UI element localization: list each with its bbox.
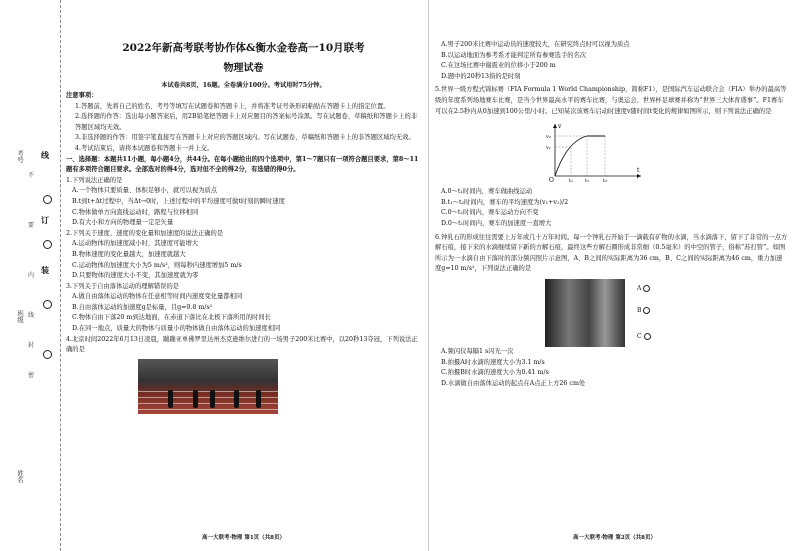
- question-option: A.0～t₁时间内，赛车做曲线运动: [441, 188, 533, 196]
- question-stem: 1.下列说法正确的是: [66, 176, 123, 184]
- exam-no-label: 考号: [16, 150, 24, 163]
- page-footer: 高一大联考·物理 第2页（共8页）: [573, 535, 656, 541]
- graph-t-tick: t₃: [603, 178, 608, 184]
- question-option: C.0～t₂时间内，赛车运动方向不变: [441, 209, 539, 217]
- exam-meta: 本试卷共8页，16题。全卷满分100分。考试用时75分钟。: [161, 82, 326, 89]
- question-option: D.0～t₁时间内，赛车的加速度一直增大: [441, 219, 552, 227]
- question-option: C.拍摄B时水滴的速度大小为0.41 m/s: [441, 369, 549, 377]
- question-option: C.运动物体的加速度大小为5 m/s²，则每秒内速度增加5 m/s: [72, 261, 242, 269]
- seal-circle: [43, 350, 52, 359]
- marker-c: C: [637, 333, 651, 340]
- graph-origin: O: [549, 177, 554, 184]
- question-option: C.在这场比赛中谢震业的位移小于200 m: [441, 62, 556, 70]
- race-photo: [138, 359, 278, 414]
- page-1: [66, 0, 421, 551]
- note-item: 2.选择题的作答：选出每小题答案后，用2B铅笔把答题卡上对应题目的答案标号涂黑。写在试题卷、草稿纸和答题卡上的非答题区域均无效。: [75, 113, 418, 131]
- warn-char: 不: [28, 172, 35, 179]
- question-stem: 5.世界一级方程式锦标赛（FIA Formula 1 World Championship，简称F1），是国际汽车运动联合会（FIA）举办的最高等级的年度系列场地赛车比赛，是当今世界最高水平的赛车比赛，与奥运会、世界杯足球赛并称为“世界三大体育盛事”。F1赛车可以在2.5秒内从0加速到100公里/小时。已知某次该赛车启动时速度v随时间t变化的规律如图所示，则下列说法正确的是: [435, 86, 787, 115]
- question-stem: 4.北京时间2022年6月13日凌晨，蹦蹦亚单佛罗里达州杰克逊维尔进行的一场男子200米比赛中，以20秒13夺冠，下列说法正确的是: [66, 335, 418, 354]
- question-option: D.水滴做自由落体运动的起点在A点正上方26 cm处: [441, 379, 586, 387]
- note-item: 4.考试结束后，请将本试题卷和答题卡一并上交。: [75, 144, 214, 152]
- marker-a: A: [637, 285, 650, 292]
- question-option: A.运动物体的加速度减小时，其速度可能增大: [72, 240, 199, 248]
- name-label: 姓名: [16, 470, 24, 483]
- question-option: B.以运动地面为参考系才能判定所有参赛选手的名次: [441, 51, 587, 59]
- binding-margin: [0, 0, 61, 551]
- question-option: D.题中的20秒13指的是时刻: [441, 72, 521, 80]
- marker-b: B: [637, 307, 650, 314]
- notes-title: 注意事项：: [66, 92, 98, 99]
- warn-char: 要: [28, 222, 35, 229]
- warn-char: 内: [28, 272, 35, 279]
- question-option: D.在同一地点，质量大的物体与质量小的物体做自由落体运动的加速度相同: [72, 325, 281, 333]
- graph-t-tick: t₁: [569, 178, 574, 184]
- seal-char: 线: [41, 150, 49, 160]
- question-option: C.物体做单方向直线运动时，路程与位移相同: [72, 208, 199, 216]
- seal-circle: [43, 300, 52, 309]
- warn-char: 线: [28, 312, 35, 319]
- section-heading: 一、选择题：本题共11小题，每小题4分，共44分。在每小题给出的四个选项中，第1～7题只有一项符合题目要求，第8～11题有多项符合题目要求。全部选对的得4分，选对但不全的得2分，有选错的得0分。: [66, 155, 419, 174]
- question-option: B.t到t+Δt过程中，当Δt→0时，上述过程中的平均速度可做t时刻的瞬时速度: [72, 197, 285, 205]
- page-2: [428, 0, 788, 551]
- graph-v-tick: v₂: [546, 134, 551, 141]
- question-option: A.做自由落体运动的物体在任意相等时间内速度变化量都相同: [72, 293, 243, 301]
- question-option: B.物体速度的变化量越大，加速度就越大: [72, 250, 186, 258]
- question-stem: 2.下列关于速度、速度的变化量和加速度的说法正确的是: [66, 229, 224, 237]
- stalactite-photo-figure: [545, 279, 655, 347]
- note-item: 3.非选择题的作答：用签字笔直接写在答题卡上对应的答题区域内。写在试题卷、草稿纸和答题卡上的非答题区域均无效。: [75, 134, 415, 142]
- seal-char: 订: [41, 215, 49, 225]
- seal-circle: [43, 195, 52, 204]
- class-label: 班级: [16, 310, 24, 323]
- question-option: D.只要物体的速度大小不变，其加速度就为零: [72, 272, 199, 280]
- question-option: B.拍摄A时水滴的速度大小为3.1 m/s: [441, 358, 545, 366]
- warn-char: 封: [28, 342, 35, 349]
- question-option: B.t₁～t₂时间内，赛车的平均速度为(v₁+v₂)/2: [441, 198, 569, 206]
- exam-title: 2022年新高考联考协作体&衡水金卷高一10月联考: [122, 42, 365, 54]
- page-footer: 高一大联考·物理 第1页（共8页）: [202, 535, 285, 541]
- question-stem: 3.下列关于自由落体运动的理解错误的是: [66, 282, 180, 290]
- question-option: A.一个物体只要质量、体积足够小，就可以视为质点: [72, 187, 218, 195]
- graph-y-label: v: [558, 123, 562, 131]
- warn-char: 密: [28, 372, 35, 379]
- question-option: A.频闪仪每隔1 s闪光一次: [441, 347, 514, 355]
- velocity-time-graph: [545, 121, 645, 183]
- graph-v-tick: v₁: [546, 145, 551, 152]
- question-stem: 6.钟乳石的形成往往需要上万年或几十万年时间。每一个钟乳石开始于一滴载有矿物的水滴，当水滴落下，留下了非常的一点方解石痕，接下来的水滴继续留下新的方解石痕，最终这些方解石圈形成非常细（0.5毫米）的中空的管子，俗称“苏打管”。如图所示为一水滴自由下落时的部分频闪照片示意图，A、B之间的实际距离为36 cm，B、C之间的实际距离为46 cm，重力加速度g=10 m/s²，下列说法正确的是: [435, 233, 788, 273]
- exam-subtitle: 物理试卷: [223, 63, 264, 74]
- graph-x-label: t: [637, 167, 640, 175]
- question-option: C.物体自由下落20 m到达地面，在赤道下落比在北极下落所用的时间长: [72, 314, 271, 322]
- question-option: A.男子200米比赛中运动员的速度较大，在研究终点时可以视为质点: [441, 41, 630, 48]
- question-option: D.有大小和方向的物理量一定是矢量: [72, 219, 174, 227]
- note-item: 1.答题前，先将自己的姓名、考号等填写在试题卷和答题卡上，并将准考证号条形码粘贴在答题卡上的指定位置。: [75, 102, 390, 110]
- graph-t-tick: t₂: [585, 178, 590, 184]
- seal-circle: [43, 240, 52, 249]
- stalactite-photo: [545, 279, 625, 347]
- seal-char: 装: [41, 265, 49, 275]
- question-option: B.自由落体运动的加速度g是标量，且g=9.8 m/s²: [72, 303, 213, 311]
